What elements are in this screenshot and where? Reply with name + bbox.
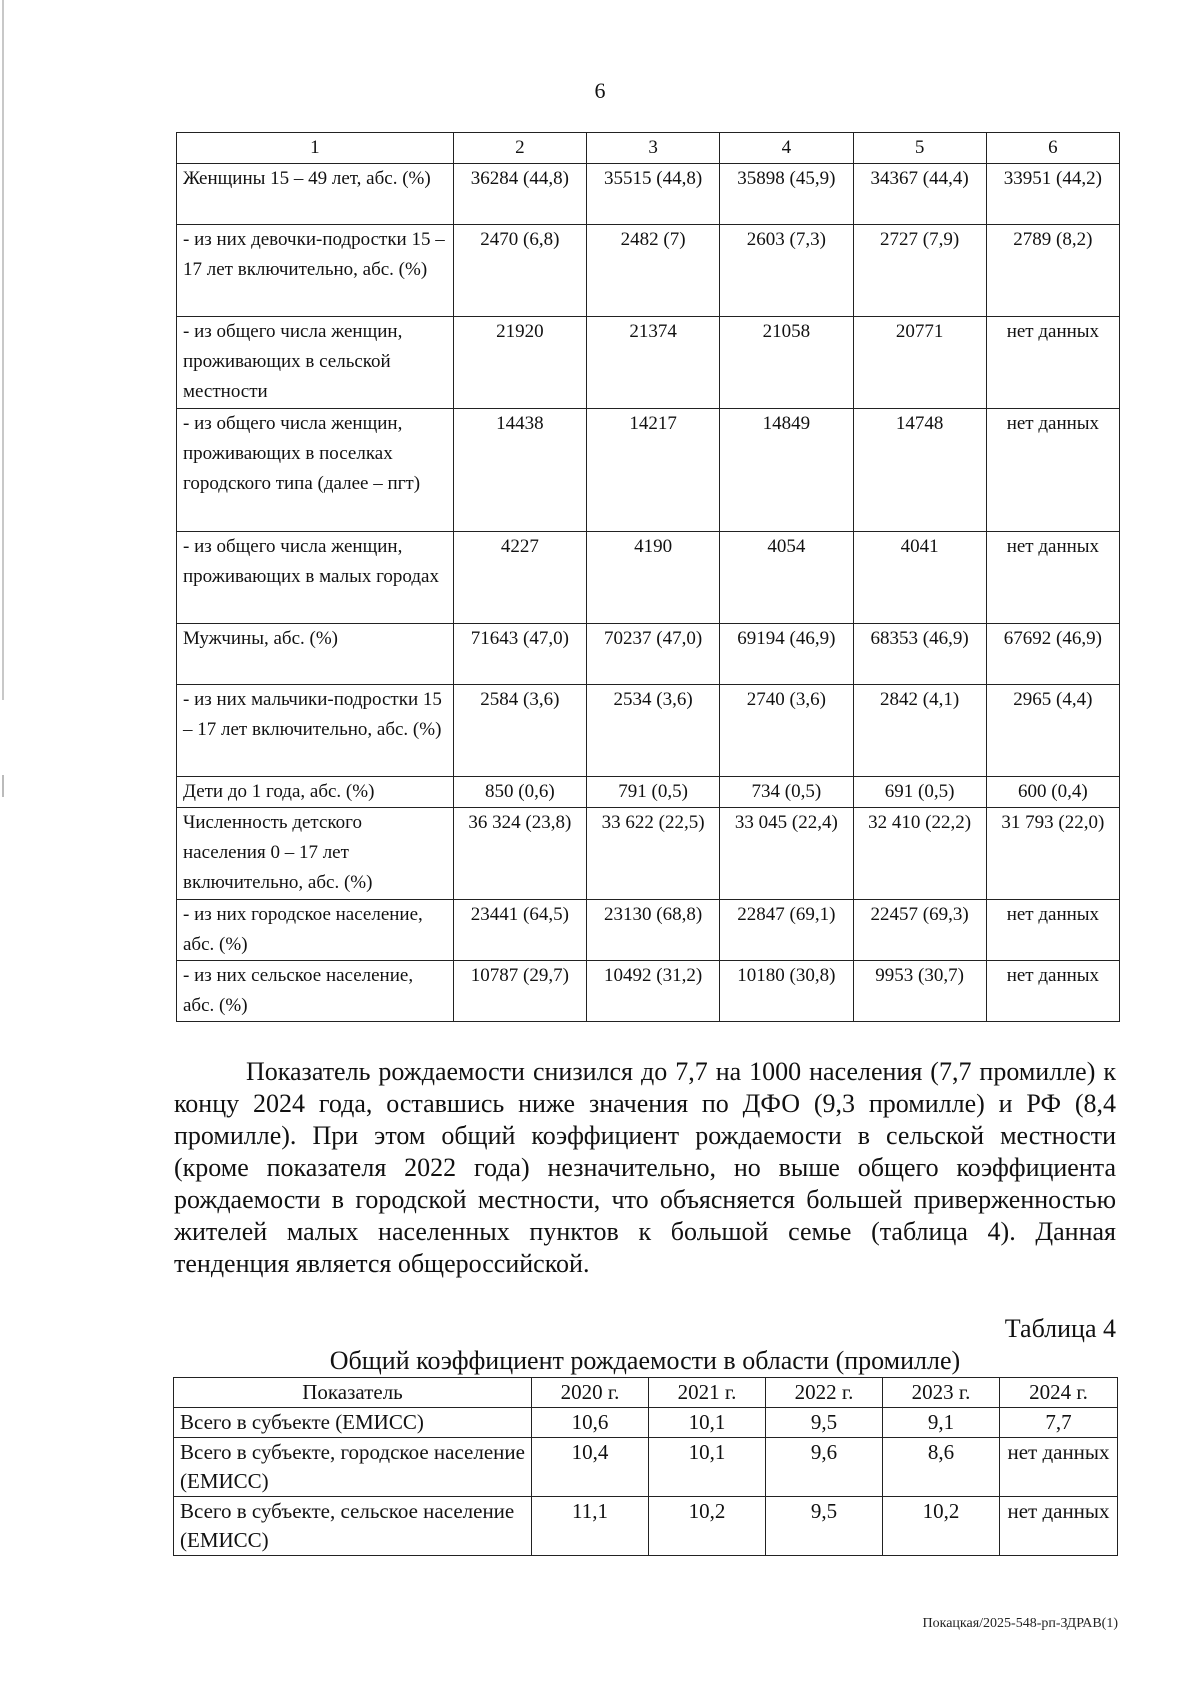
table-cell: нет данных	[1000, 1438, 1118, 1497]
table-cell: 850 (0,6)	[453, 777, 586, 808]
table-cell: 33 045 (22,4)	[720, 808, 853, 900]
table-row	[177, 164, 1120, 225]
table-cell: 9,5	[766, 1497, 883, 1556]
table-title: Общий коэффициент рождаемости в области (промилле)	[329, 1346, 961, 1375]
table-cell: 14217	[587, 409, 720, 532]
table-cell: 36284 (44,8)	[453, 164, 586, 225]
table-row	[174, 1497, 1118, 1556]
scan-edge-mark	[2, 775, 4, 797]
column-header: 1	[177, 133, 454, 164]
document-footer-reference: Покацкая/2025-548-рп-ЗДРАВ(1)	[922, 1616, 1118, 1631]
column-header: 3	[587, 133, 720, 164]
table-cell: 2727 (7,9)	[853, 225, 986, 317]
table-cell: 71643 (47,0)	[453, 624, 586, 685]
table-cell: 2603 (7,3)	[720, 225, 853, 317]
birth-rate-table	[173, 1377, 1118, 1556]
table-row	[177, 225, 1120, 317]
column-header: 2024 г.	[1000, 1378, 1118, 1408]
table-cell: 10,1	[649, 1438, 766, 1497]
table-cell: 69194 (46,9)	[720, 624, 853, 685]
demographics-table	[176, 132, 1120, 1022]
table-cell: 22847 (69,1)	[720, 900, 853, 961]
column-header: Показатель	[174, 1378, 532, 1408]
table-row	[177, 685, 1120, 777]
table-row	[177, 409, 1120, 532]
row-label: - из общего числа женщин, проживающих в малых городах	[177, 532, 454, 624]
scan-edge-line	[2, 0, 4, 700]
table-row	[174, 1408, 1118, 1438]
table-cell: 35515 (44,8)	[587, 164, 720, 225]
row-label: Дети до 1 года, абс. (%)	[177, 777, 454, 808]
table-cell: 34367 (44,4)	[853, 164, 986, 225]
column-header: 5	[853, 133, 986, 164]
table-cell: 14438	[453, 409, 586, 532]
table-cell: 2965 (4,4)	[986, 685, 1119, 777]
table-row	[174, 1438, 1118, 1497]
table-cell: 4054	[720, 532, 853, 624]
row-label: - из них мальчики-подростки 15 – 17 лет включительно, абс. (%)	[177, 685, 454, 777]
table-row	[177, 624, 1120, 685]
row-label: - из них городское население, абс. (%)	[177, 900, 454, 961]
table-row	[177, 961, 1120, 1022]
column-header: 2020 г.	[532, 1378, 649, 1408]
table-cell: 33 622 (22,5)	[587, 808, 720, 900]
table-cell: 21058	[720, 317, 853, 409]
table-cell: 2740 (3,6)	[720, 685, 853, 777]
table-cell: нет данных	[986, 900, 1119, 961]
table-cell: 10,1	[649, 1408, 766, 1438]
row-label: - из них сельское население, абс. (%)	[177, 961, 454, 1022]
table-cell: 9,1	[883, 1408, 1000, 1438]
table-cell: 2584 (3,6)	[453, 685, 586, 777]
table-number-label: Таблица 4	[1004, 1314, 1116, 1343]
column-header: 2	[453, 133, 586, 164]
table-cell: 23441 (64,5)	[453, 900, 586, 961]
table-cell: 21920	[453, 317, 586, 409]
row-label: - из общего числа женщин, проживающих в поселках городского типа (далее – пгт)	[177, 409, 454, 532]
table-cell: 14748	[853, 409, 986, 532]
table-cell: 23130 (68,8)	[587, 900, 720, 961]
row-label: Всего в субъекте, городское население (ЕМИСС)	[174, 1438, 532, 1497]
table-cell: 35898 (45,9)	[720, 164, 853, 225]
column-header: 6	[986, 133, 1119, 164]
table-cell: 9,5	[766, 1408, 883, 1438]
column-header: 2021 г.	[649, 1378, 766, 1408]
row-label: - из общего числа женщин, проживающих в сельской местности	[177, 317, 454, 409]
table-cell: 791 (0,5)	[587, 777, 720, 808]
table-cell: 11,1	[532, 1497, 649, 1556]
table-cell: 9953 (30,7)	[853, 961, 986, 1022]
table-cell: нет данных	[1000, 1497, 1118, 1556]
page-number: 6	[594, 78, 606, 103]
table-header-row	[177, 133, 1120, 164]
column-header: 2023 г.	[883, 1378, 1000, 1408]
table-row	[177, 317, 1120, 409]
table-row	[177, 808, 1120, 900]
table-cell: 32 410 (22,2)	[853, 808, 986, 900]
row-label: Всего в субъекте, сельское население (ЕМИСС)	[174, 1497, 532, 1556]
table-cell: 2842 (4,1)	[853, 685, 986, 777]
table-cell: 70237 (47,0)	[587, 624, 720, 685]
row-label: Численность детского населения 0 – 17 лет включительно, абс. (%)	[177, 808, 454, 900]
table-row	[177, 777, 1120, 808]
table-cell: 734 (0,5)	[720, 777, 853, 808]
table-cell: 67692 (46,9)	[986, 624, 1119, 685]
table-cell: 68353 (46,9)	[853, 624, 986, 685]
column-header: 2022 г.	[766, 1378, 883, 1408]
table-cell: 2482 (7)	[587, 225, 720, 317]
table-cell: 10180 (30,8)	[720, 961, 853, 1022]
row-label: - из них девочки-подростки 15 – 17 лет включительно, абс. (%)	[177, 225, 454, 317]
table-cell: нет данных	[986, 961, 1119, 1022]
table-cell: 7,7	[1000, 1408, 1118, 1438]
table-header-row	[174, 1378, 1118, 1408]
table-cell: 31 793 (22,0)	[986, 808, 1119, 900]
table-cell: 9,6	[766, 1438, 883, 1497]
table-cell: 10,4	[532, 1438, 649, 1497]
row-label: Мужчины, абс. (%)	[177, 624, 454, 685]
table-cell: 2470 (6,8)	[453, 225, 586, 317]
body-paragraph: Показатель рождаемости снизился до 7,7 на 1000 населения (7,7 промилле) к концу 2024 года, оставшись ниже значения по ДФО (9,3 промилле) и РФ (8,4 промилле). При этом общий коэффициент рождаемости в сельской местности (кроме показателя 2022 года) незначительно, но выше общего коэффициента рождаемости в городской местности, что объясняется большей приверженностью жителей малых населенных пунктов к большой семье (таблица 4). Данная тенденция является общероссийской.	[174, 1057, 1116, 1278]
table-cell: нет данных	[986, 532, 1119, 624]
row-label: Всего в субъекте (ЕМИСС)	[174, 1408, 532, 1438]
table-cell: 600 (0,4)	[986, 777, 1119, 808]
table-cell: 10,6	[532, 1408, 649, 1438]
table-cell: 4227	[453, 532, 586, 624]
table-cell: 2789 (8,2)	[986, 225, 1119, 317]
table-cell: 691 (0,5)	[853, 777, 986, 808]
row-label: Женщины 15 – 49 лет, абс. (%)	[177, 164, 454, 225]
table-row	[177, 900, 1120, 961]
table-cell: 10,2	[883, 1497, 1000, 1556]
table-cell: 20771	[853, 317, 986, 409]
table-cell: 8,6	[883, 1438, 1000, 1497]
table-cell: 4190	[587, 532, 720, 624]
table-cell: 22457 (69,3)	[853, 900, 986, 961]
table-cell: нет данных	[986, 317, 1119, 409]
table-cell: нет данных	[986, 409, 1119, 532]
table-cell: 14849	[720, 409, 853, 532]
table-cell: 21374	[587, 317, 720, 409]
table-cell: 4041	[853, 532, 986, 624]
table-cell: 10492 (31,2)	[587, 961, 720, 1022]
column-header: 4	[720, 133, 853, 164]
table-cell: 10,2	[649, 1497, 766, 1556]
table-row	[177, 532, 1120, 624]
table-cell: 2534 (3,6)	[587, 685, 720, 777]
table-cell: 36 324 (23,8)	[453, 808, 586, 900]
table-cell: 10787 (29,7)	[453, 961, 586, 1022]
table-cell: 33951 (44,2)	[986, 164, 1119, 225]
